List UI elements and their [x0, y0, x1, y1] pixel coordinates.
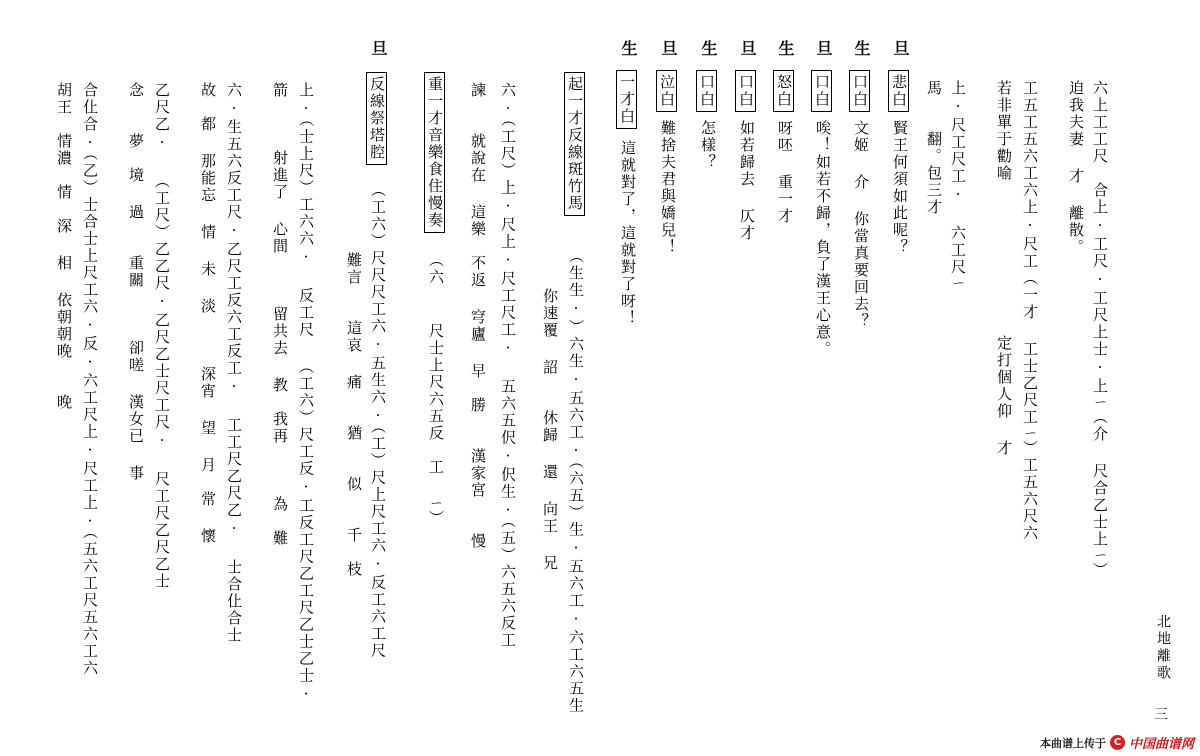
role-label: 旦 — [891, 40, 910, 56]
speech-type-box: 口白 — [735, 70, 756, 112]
section-header: 起一才反線斑竹馬 — [564, 72, 585, 216]
notation-line: 六·（工尺）上·尺上·尺工尺工· 五六五伬·伬生·（五）六五六反工 — [499, 82, 517, 649]
dialogue-line: 賢王何須如此呢？ — [891, 120, 909, 256]
role-label: 生 — [776, 40, 795, 56]
dialogue-line: 難捨夫君與嬌兒！ — [659, 120, 677, 256]
score-title: 北地離歌 — [1155, 614, 1171, 682]
lyric-column-3: 馬 翻。包三才 — [925, 80, 943, 216]
role-label: 生 — [619, 40, 638, 56]
lyric-line: 故 都 那能忘 情 未 淡 深宵 望 月 常 懷 — [199, 82, 217, 545]
notation-line: （生生·）六生·五六工·（六五）生·五六工·六工六五生 — [567, 248, 585, 715]
lyric-line: 難言 這哀 痛 猶 似 千 枝 — [345, 252, 363, 578]
role-label: 生 — [852, 40, 871, 56]
dialogue-line: 怎樣？ — [699, 120, 717, 171]
role-label: 旦 — [369, 40, 388, 56]
site-logo-text: 中国曲谱网 — [1128, 737, 1194, 752]
speech-type-box: 悲白 — [888, 70, 909, 112]
role-label: 旦 — [659, 40, 678, 56]
speech-type-box: 口白 — [696, 70, 717, 112]
page-number: 三 — [1154, 707, 1168, 723]
dialogue-line: 如若歸去 仄才 — [738, 120, 756, 242]
notation-line: 六·生五六反工尺·乙尺工反六工反工· 工工尺乙尺乙· 士合仩合士 — [225, 82, 243, 644]
lyric-line: 念 夢 境 過 重關 卻嗟 漢女已 事 — [127, 82, 145, 482]
dialogue-line: 文姬 介 你當真要回去？ — [852, 120, 870, 330]
role-label: 旦 — [738, 40, 757, 56]
site-logo-icon: C — [1110, 735, 1125, 750]
lyric-line: 胡王 情濃 情 深 相 依朝朝晚 晚 — [55, 82, 73, 411]
lyric-column-1: 迫我夫妻 才 離散。 — [1067, 80, 1085, 256]
dialogue-line: 唉！如若不歸，負了漢王心意。 — [814, 120, 832, 358]
speech-type-box: 口白 — [849, 70, 870, 112]
notation-column-1: 六上工工尺 合上·工尺·工尺上士·上ㄧ（介 尺合乙士上ㄧ） — [1091, 80, 1109, 579]
speech-type-box: 怒白 — [773, 70, 794, 112]
notation-column-3: 上·尺工尺工· 六工尺ㄧ — [949, 80, 967, 290]
role-label: 生 — [699, 40, 718, 56]
upload-text: 本曲谱上传于 — [1039, 736, 1106, 750]
role-label: 旦 — [814, 40, 833, 56]
section-header: 反線祭塔腔 — [366, 72, 387, 165]
site-footer — [1040, 733, 1194, 752]
notation-line: （六 尺士上尺六五反 工 ㄧ） — [427, 252, 445, 527]
lyric-line: 箭 射進了 心間 留共去 教 我再 為 難 — [271, 82, 289, 547]
lyric-column-2: 若非單于勸喻 定打個人仰 才 — [995, 80, 1013, 457]
dialogue-line: 呀呸 重一才 — [776, 120, 794, 225]
speech-type-box: 泣白 — [656, 70, 677, 112]
notation-line: 合仩合·（乙）士合士上尺工六·反·六工尺上·尺工上·（五六工尺五六工六 — [81, 82, 99, 677]
speech-type-box: 一才白 — [616, 70, 637, 129]
notation-column-2: 工五工五六工六上·尺工（一才 工士乙尺工ㄧ）工五六尺六 — [1021, 80, 1039, 542]
speech-type-box: 口白 — [811, 70, 832, 112]
notation-line: 上·（士上尺）工六六· 反工尺 （工六）尺工反·工反工尺乙工尺乙士乙士· — [297, 82, 315, 705]
section-header: 重一才音樂食住慢奏 — [424, 72, 445, 233]
lyric-line: 你速覆 詔 休歸 還 向王 兄 — [541, 288, 559, 572]
notation-line: 乙尺乙· （工尺）乙乙尺·乙尺乙士尺工尺· 尺工尺乙尺乙士 — [153, 82, 171, 590]
dialogue-line: 這就對了，這就對了呀！ — [619, 140, 637, 327]
notation-line: （工六）尺尺尺工六·五生六·（工）尺上尺工六·反工六工尺 — [369, 182, 387, 660]
lyric-line: 諫 就說在 這樂 不返 穹廬 早 勝 漢家宮 慢 — [469, 82, 487, 550]
